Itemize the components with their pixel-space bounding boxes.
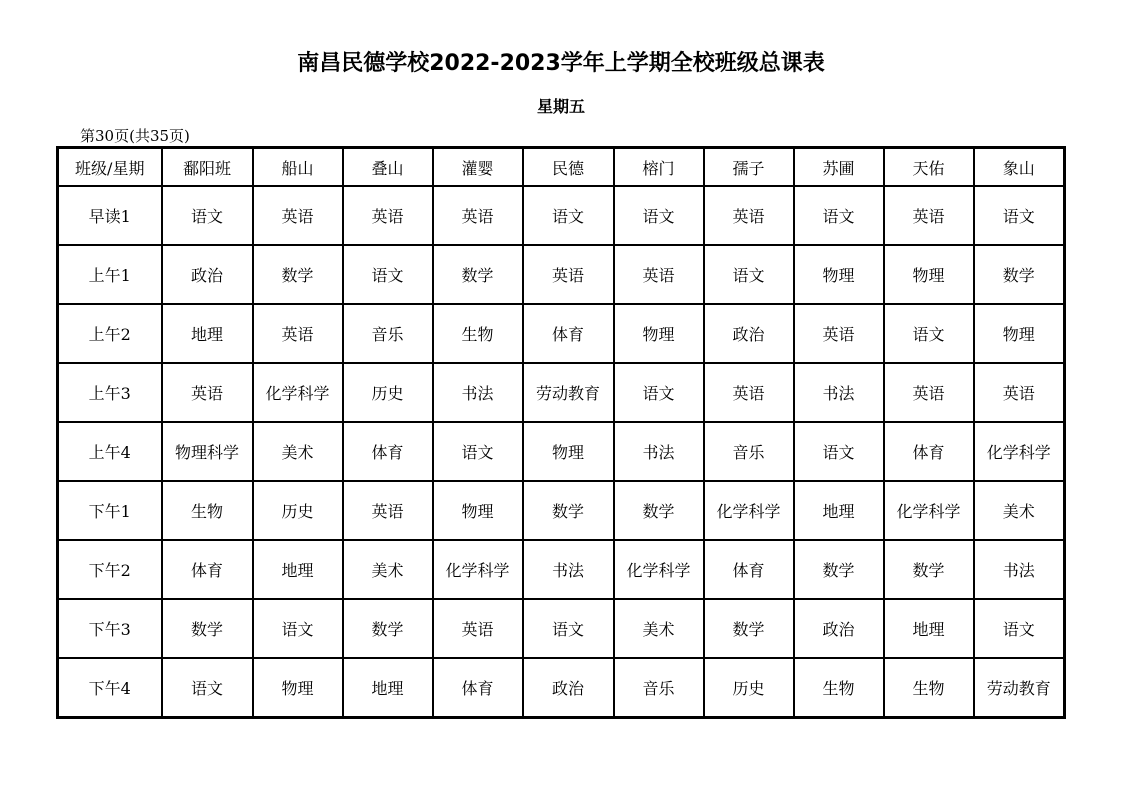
subject-cell: 英语 bbox=[974, 363, 1065, 422]
subject-cell: 语文 bbox=[162, 658, 253, 718]
subject-cell: 美术 bbox=[343, 540, 433, 599]
corner-header-cell: 班级/星期 bbox=[58, 148, 162, 187]
subject-cell: 数学 bbox=[343, 599, 433, 658]
subject-cell: 语文 bbox=[794, 186, 884, 245]
subject-cell: 地理 bbox=[253, 540, 343, 599]
subject-cell: 语文 bbox=[884, 304, 974, 363]
subject-cell: 英语 bbox=[884, 186, 974, 245]
subject-cell: 英语 bbox=[794, 304, 884, 363]
subject-cell: 音乐 bbox=[614, 658, 704, 718]
subject-cell: 劳动教育 bbox=[974, 658, 1065, 718]
subject-cell: 体育 bbox=[433, 658, 523, 718]
subject-cell: 英语 bbox=[704, 186, 794, 245]
class-header-cell: 榕门 bbox=[614, 148, 704, 187]
subject-cell: 物理 bbox=[433, 481, 523, 540]
subject-cell: 数学 bbox=[884, 540, 974, 599]
period-row bbox=[58, 304, 1065, 363]
subject-cell: 语文 bbox=[523, 186, 614, 245]
subject-cell: 体育 bbox=[343, 422, 433, 481]
period-row bbox=[58, 186, 1065, 245]
period-label-cell: 上午1 bbox=[58, 245, 162, 304]
subject-cell: 数学 bbox=[162, 599, 253, 658]
class-header-cell: 苏圃 bbox=[794, 148, 884, 187]
subject-cell: 物理 bbox=[974, 304, 1065, 363]
period-row bbox=[58, 540, 1065, 599]
subject-cell: 语文 bbox=[253, 599, 343, 658]
subject-cell: 化学科学 bbox=[884, 481, 974, 540]
subject-cell: 物理 bbox=[884, 245, 974, 304]
class-header-cell: 船山 bbox=[253, 148, 343, 187]
subject-cell: 地理 bbox=[162, 304, 253, 363]
subject-cell: 语文 bbox=[974, 599, 1065, 658]
subject-cell: 历史 bbox=[343, 363, 433, 422]
subject-cell: 书法 bbox=[433, 363, 523, 422]
class-header-cell: 灌婴 bbox=[433, 148, 523, 187]
subject-cell: 政治 bbox=[704, 304, 794, 363]
subject-cell: 体育 bbox=[162, 540, 253, 599]
subject-cell: 英语 bbox=[433, 186, 523, 245]
class-header-cell: 鄱阳班 bbox=[162, 148, 253, 187]
period-label-cell: 下午2 bbox=[58, 540, 162, 599]
subject-cell: 语文 bbox=[794, 422, 884, 481]
subject-cell: 生物 bbox=[162, 481, 253, 540]
period-label-cell: 上午3 bbox=[58, 363, 162, 422]
subject-cell: 语文 bbox=[614, 363, 704, 422]
subject-cell: 书法 bbox=[794, 363, 884, 422]
subject-cell: 语文 bbox=[433, 422, 523, 481]
subject-cell: 化学科学 bbox=[614, 540, 704, 599]
subject-cell: 英语 bbox=[162, 363, 253, 422]
subject-cell: 英语 bbox=[253, 186, 343, 245]
subject-cell: 书法 bbox=[523, 540, 614, 599]
subject-cell: 化学科学 bbox=[704, 481, 794, 540]
header-row bbox=[58, 148, 1065, 187]
subject-cell: 语文 bbox=[704, 245, 794, 304]
subject-cell: 书法 bbox=[974, 540, 1065, 599]
subject-cell: 数学 bbox=[253, 245, 343, 304]
subject-cell: 美术 bbox=[253, 422, 343, 481]
subject-cell: 物理 bbox=[614, 304, 704, 363]
period-row bbox=[58, 422, 1065, 481]
subject-cell: 地理 bbox=[884, 599, 974, 658]
subject-cell: 体育 bbox=[884, 422, 974, 481]
subject-cell: 美术 bbox=[974, 481, 1065, 540]
subject-cell: 数学 bbox=[614, 481, 704, 540]
subject-cell: 政治 bbox=[794, 599, 884, 658]
subject-cell: 化学科学 bbox=[974, 422, 1065, 481]
class-header-cell: 象山 bbox=[974, 148, 1065, 187]
subject-cell: 语文 bbox=[614, 186, 704, 245]
period-row bbox=[58, 245, 1065, 304]
subject-cell: 物理 bbox=[794, 245, 884, 304]
subject-cell: 音乐 bbox=[704, 422, 794, 481]
schedule-body bbox=[58, 148, 1065, 718]
period-label-cell: 早读1 bbox=[58, 186, 162, 245]
subject-cell: 英语 bbox=[704, 363, 794, 422]
subject-cell: 美术 bbox=[614, 599, 704, 658]
subject-cell: 英语 bbox=[523, 245, 614, 304]
page-number-note: 第30页(共35页) bbox=[80, 127, 190, 145]
subject-cell: 数学 bbox=[974, 245, 1065, 304]
subject-cell: 英语 bbox=[253, 304, 343, 363]
subject-cell: 政治 bbox=[523, 658, 614, 718]
class-header-cell: 天佑 bbox=[884, 148, 974, 187]
subject-cell: 历史 bbox=[253, 481, 343, 540]
subject-cell: 数学 bbox=[433, 245, 523, 304]
subject-cell: 地理 bbox=[794, 481, 884, 540]
subject-cell: 语文 bbox=[523, 599, 614, 658]
subject-cell: 政治 bbox=[162, 245, 253, 304]
subject-cell: 历史 bbox=[704, 658, 794, 718]
class-schedule-table bbox=[56, 146, 1066, 719]
subject-cell: 化学科学 bbox=[253, 363, 343, 422]
class-header-cell: 叠山 bbox=[343, 148, 433, 187]
period-row bbox=[58, 658, 1065, 718]
subject-cell: 语文 bbox=[162, 186, 253, 245]
subject-cell: 数学 bbox=[794, 540, 884, 599]
subject-cell: 生物 bbox=[884, 658, 974, 718]
subject-cell: 英语 bbox=[614, 245, 704, 304]
subject-cell: 体育 bbox=[704, 540, 794, 599]
day-subtitle: 星期五 bbox=[536, 97, 585, 116]
period-row bbox=[58, 481, 1065, 540]
subject-cell: 书法 bbox=[614, 422, 704, 481]
subject-cell: 生物 bbox=[433, 304, 523, 363]
subject-cell: 体育 bbox=[523, 304, 614, 363]
subject-cell: 劳动教育 bbox=[523, 363, 614, 422]
subject-cell: 物理科学 bbox=[162, 422, 253, 481]
page-title: 南昌民德学校2022-2023学年上学期全校班级总课表 bbox=[297, 51, 825, 76]
subject-cell: 生物 bbox=[794, 658, 884, 718]
class-header-cell: 孺子 bbox=[704, 148, 794, 187]
subject-cell: 数学 bbox=[704, 599, 794, 658]
subject-cell: 英语 bbox=[343, 481, 433, 540]
subject-cell: 数学 bbox=[523, 481, 614, 540]
period-row bbox=[58, 599, 1065, 658]
period-label-cell: 上午4 bbox=[58, 422, 162, 481]
period-label-cell: 下午3 bbox=[58, 599, 162, 658]
subject-cell: 语文 bbox=[974, 186, 1065, 245]
subject-cell: 英语 bbox=[884, 363, 974, 422]
period-label-cell: 下午1 bbox=[58, 481, 162, 540]
subject-cell: 化学科学 bbox=[433, 540, 523, 599]
subject-cell: 语文 bbox=[343, 245, 433, 304]
period-label-cell: 上午2 bbox=[58, 304, 162, 363]
period-row bbox=[58, 363, 1065, 422]
period-label-cell: 下午4 bbox=[58, 658, 162, 718]
subject-cell: 英语 bbox=[433, 599, 523, 658]
subject-cell: 物理 bbox=[523, 422, 614, 481]
class-header-cell: 民德 bbox=[523, 148, 614, 187]
subject-cell: 英语 bbox=[343, 186, 433, 245]
subject-cell: 物理 bbox=[253, 658, 343, 718]
subject-cell: 地理 bbox=[343, 658, 433, 718]
subject-cell: 音乐 bbox=[343, 304, 433, 363]
